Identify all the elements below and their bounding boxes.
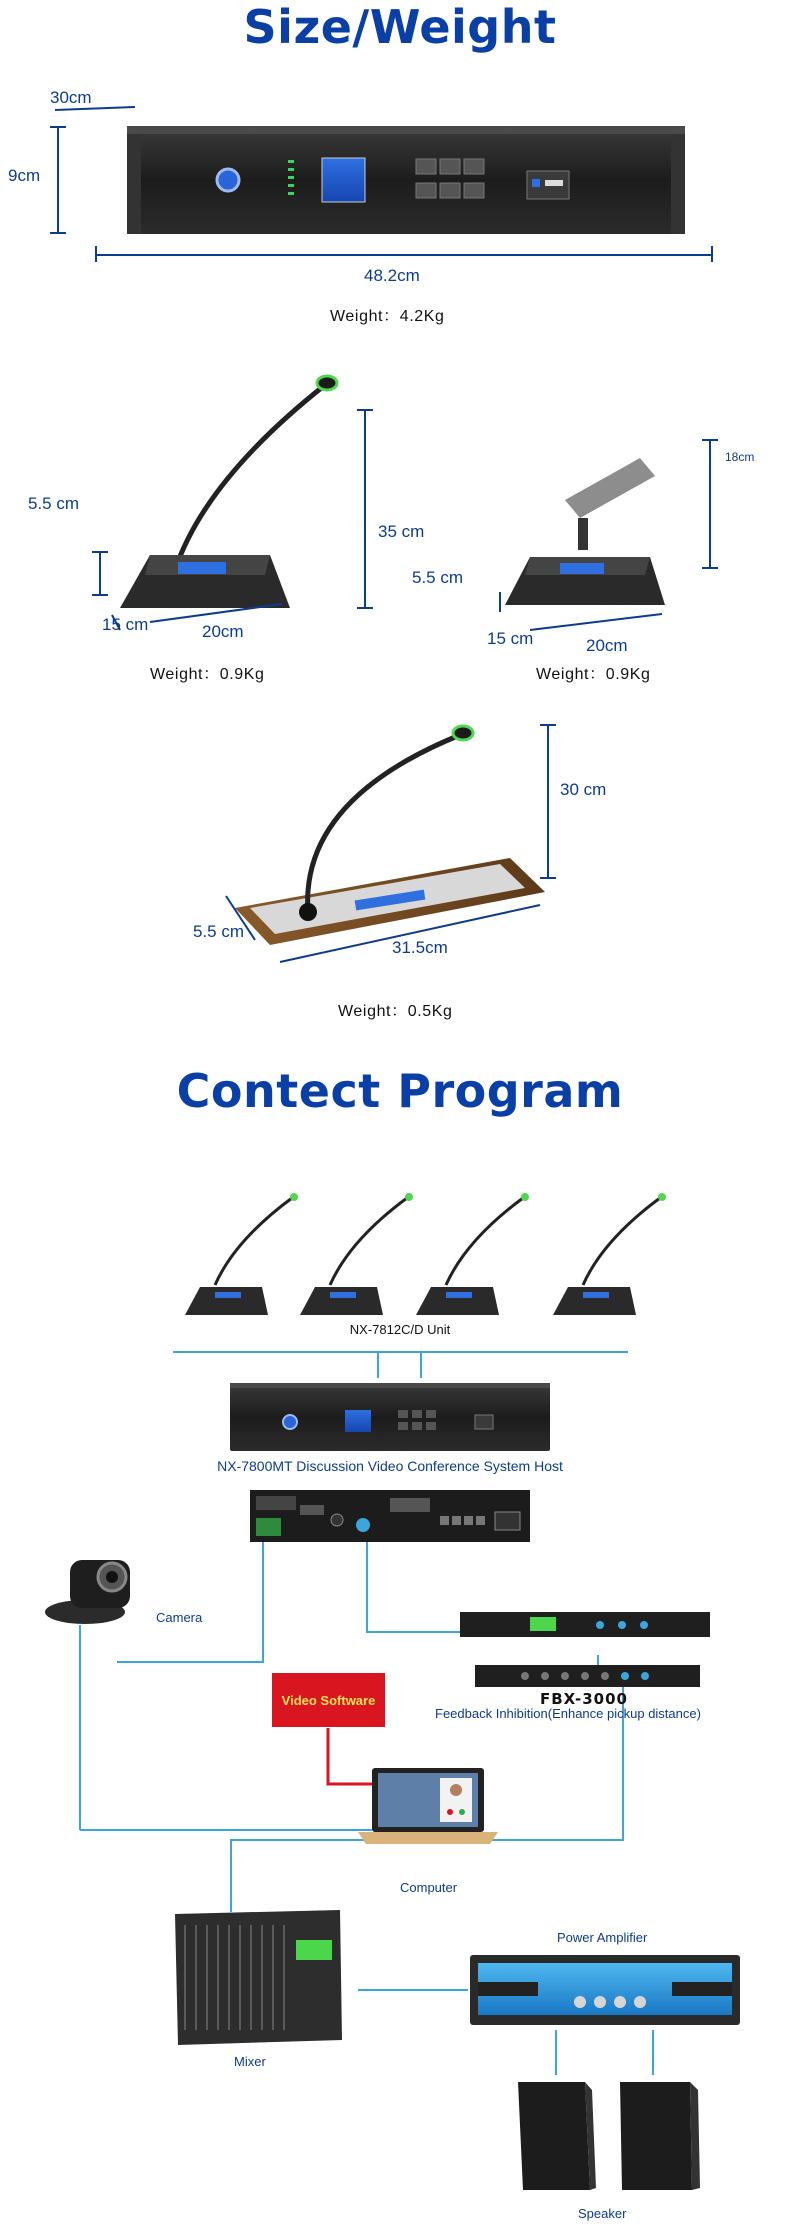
host-depth-label: 30cm [50, 88, 92, 107]
size-weight-title: Size/Weight [243, 0, 557, 54]
power-amplifier-illustration [470, 1955, 740, 2025]
unit-d-width-label: 20cm [586, 636, 628, 655]
computer-illustration [358, 1768, 498, 1844]
fbx-devices-illustration [460, 1612, 710, 1687]
unit-c-depth-label: 15 cm [102, 615, 149, 634]
host-rear-panel-illustration [250, 1490, 530, 1542]
host-width-label: 48.2cm [364, 266, 420, 285]
delegate-unit-illustration [500, 440, 718, 630]
program-host-illustration [230, 1383, 550, 1451]
unit-d-height-label: 5.5 cm [412, 568, 464, 587]
host-device-illustration [50, 107, 713, 262]
embedded-height-label: 5.5 cm [193, 922, 245, 941]
unit-row-label: NX-7812C/D Unit [349, 1322, 451, 1337]
embedded-weight-label: Weight：0.5Kg [338, 1003, 453, 1020]
embedded-width-label: 31.5cm [392, 938, 448, 957]
embedded-mic-label: 30 cm [560, 780, 607, 799]
mixer-illustration [175, 1910, 342, 2045]
unit-c-weight-label: Weight：0.9Kg [150, 666, 265, 683]
fbx-model-label: FBX-3000 [540, 1690, 628, 1708]
chairman-unit-illustration [92, 376, 373, 630]
camera-label: Camera [156, 1610, 203, 1625]
computer-label: Computer [400, 1880, 458, 1895]
host-weight-label: Weight：4.2Kg [330, 308, 445, 325]
unit-d-depth-label: 15 cm [487, 629, 534, 648]
unit-c-height-label: 5.5 cm [28, 494, 80, 513]
fbx-description-label: Feedback Inhibition(Enhance pickup distance) [435, 1706, 701, 1721]
speakers-illustration [518, 2082, 700, 2190]
contect-program-title: Contect Program [176, 1064, 624, 1118]
host-height-label: 9cm [8, 166, 41, 185]
speaker-label: Speaker [578, 2206, 627, 2221]
unit-d-weight-label: Weight：0.9Kg [536, 666, 651, 683]
unit-d-mic-label: 18cm [725, 450, 755, 464]
unit-c-mic-label: 35 cm [378, 522, 425, 541]
embedded-unit-illustration [226, 725, 556, 962]
unit-row-illustration [185, 1193, 666, 1315]
camera-illustration [45, 1560, 130, 1624]
unit-c-width-label: 20cm [202, 622, 244, 641]
mixer-label: Mixer [234, 2054, 266, 2069]
host-system-label: NX-7800MT Discussion Video Conference System Host [217, 1458, 563, 1474]
video-software-badge: Video Software [272, 1673, 385, 1727]
power-amplifier-label: Power Amplifier [557, 1930, 648, 1945]
